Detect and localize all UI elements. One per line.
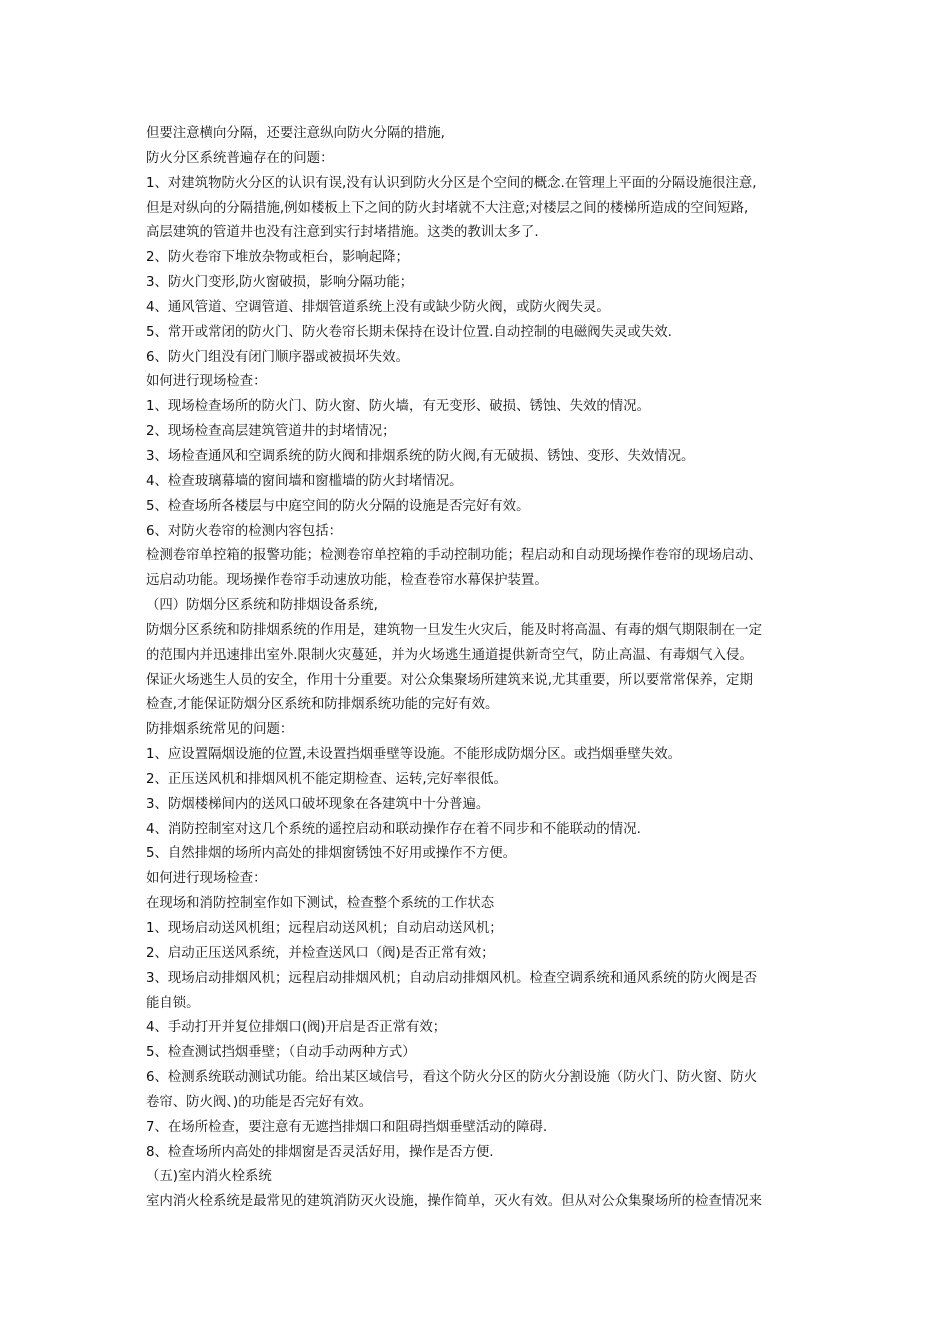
text-line: 保证火场逃生人员的安全，作用十分重要。对公众集聚场所建筑来说,尤其重要，所以要常常保养，定期 — [146, 672, 753, 688]
text-line: 高层建筑的管道井也没有注意到实行封堵措施。这类的教训太多了. — [146, 225, 539, 241]
text-line: 防火分区系统普遍存在的问题： — [146, 150, 334, 166]
text-line: 2、防火卷帘下堆放杂物或柜台，影响起降； — [146, 250, 409, 266]
text-line: 7、在场所检查，要注意有无遮挡排烟口和阻碍挡烟垂壁活动的障碍. — [146, 1119, 548, 1135]
text-line: 防烟分区系统和防排烟系统的作用是，建筑物一旦发生火灾后，能及时将高温、有毒的烟气期限制在一定 — [146, 622, 762, 638]
text-line: 3、场检查通风和空调系统的防火阀和排烟系统的防火阀,有无破损、锈蚀、变形、失效情况。 — [146, 448, 695, 464]
text-line: 2、启动正压送风系统，并检查送风口（阀)是否正常有效； — [146, 945, 495, 961]
text-line: 5、常开或常闭的防火门、防火卷帘长期未保持在设计位置.自动控制的电磁阀失灵或失效. — [146, 324, 672, 340]
text-line: 8、检查场所内高处的排烟窗是否灵活好用，操作是否方便. — [146, 1144, 494, 1160]
text-line: 2、现场检查高层建筑管道井的封堵情况； — [146, 424, 396, 440]
text-line: 1、现场检查场所的防火门、防火窗、防火墙，有无变形、破损、锈蚀、失效的情况。 — [146, 399, 650, 415]
text-line: 1、现场启动送风机组；远程启动送风机；自动启动送风机； — [146, 921, 503, 936]
text-line: 3、防烟楼梯间内的送风口破坏现象在各建筑中十分普遍。 — [146, 796, 490, 812]
text-line: 4、消防控制室对这几个系统的遥控启动和联动操作存在着不同步和不能联动的情况. — [146, 821, 641, 837]
text-line: 5、检查测试挡烟垂壁；（自动手动两种方式） — [146, 1045, 416, 1061]
text-line: 6、检测系统联动测试功能。给出某区域信号，看这个防火分区的防火分割设施（防火门、防火窗、防火 — [146, 1070, 758, 1086]
text-line: 的范围内并迅速排出室外.限制火灾蔓延，并为火场逃生通道提供新奇空气，防止高温、有毒烟气入侵。 — [146, 647, 753, 663]
text-line: 远启动功能。现场操作卷帘手动速放功能，检查卷帘水幕保护装置。 — [146, 573, 548, 589]
text-line: 但是对纵向的分隔措施,例如楼板上下之间的防火封堵就不大注意;对楼层之间的楼梯所造成的空间短路, — [146, 200, 749, 216]
text-line: 4、手动打开并复位排烟口(阀)开启是否正常有效； — [146, 1020, 447, 1036]
text-line: 在现场和消防控制室作如下测试，检查整个系统的工作状态 — [146, 896, 495, 912]
text-line: 卷帘、防火阀、)的功能是否完好有效。 — [146, 1094, 373, 1110]
text-line: 6、对防火卷帘的检测内容包括： — [146, 523, 342, 539]
text-line: 1、对建筑物防火分区的认识有误,没有认识到防火分区是个空间的概念.在管理上平面的分隔设施很注意, — [146, 175, 757, 191]
section-heading: （四）防烟分区系统和防排烟设备系统, — [146, 598, 378, 614]
document-body — [146, 122, 814, 1215]
text-line: 5、自然排烟的场所内高处的排烟窗锈蚀不好用或操作不方便。 — [146, 846, 517, 862]
text-line: 但要注意横向分隔，还要注意纵向防火分隔的措施, — [146, 126, 445, 141]
text-line: 6、防火门组没有闭门顺序器或被损坏失效。 — [146, 349, 409, 365]
text-line: 检查,才能保证防烟分区系统和防排烟系统功能的完好有效。 — [146, 697, 499, 713]
section-heading: （五)室内消火栓系统 — [146, 1169, 272, 1185]
section-heading: 如何进行现场检查： — [146, 871, 267, 887]
text-line: 室内消火栓系统是最常见的建筑消防灭火设施，操作简单，灭火有效。但从对公众集聚场所的检查情况来 — [146, 1194, 762, 1210]
text-line: 能自锁。 — [146, 995, 200, 1011]
section-heading: 防排烟系统常见的问题： — [146, 722, 294, 738]
text-line: 4、通风管道、空调管道、排烟管道系统上没有或缺少防火阀，或防火阀失灵。 — [146, 299, 610, 315]
section-heading: 如何进行现场检查： — [146, 374, 267, 390]
text-line: 3、防火门变形,防火窗破损，影响分隔功能； — [146, 275, 414, 291]
text-line: 5、检查场所各楼层与中庭空间的防火分隔的设施是否完好有效。 — [146, 498, 530, 514]
text-line: 2、正压送风机和排烟风机不能定期检查、运转,完好率很低。 — [146, 771, 507, 787]
text-line: 检测卷帘单控箱的报警功能；检测卷帘单控箱的手动控制功能；程启动和自动现场操作卷帘的现场启动、 — [146, 548, 762, 564]
text-line: 3、现场启动排烟风机；远程启动排烟风机；自动启动排烟风机。检查空调系统和通风系统的防火阀是否 — [146, 970, 758, 986]
text-line: 1、应设置隔烟设施的位置,未设置挡烟垂壁等设施。不能形成防烟分区。或挡烟垂壁失效。 — [146, 747, 682, 763]
text-line: 4、检查玻璃幕墙的窗间墙和窗槛墙的防火封堵情况。 — [146, 473, 463, 489]
